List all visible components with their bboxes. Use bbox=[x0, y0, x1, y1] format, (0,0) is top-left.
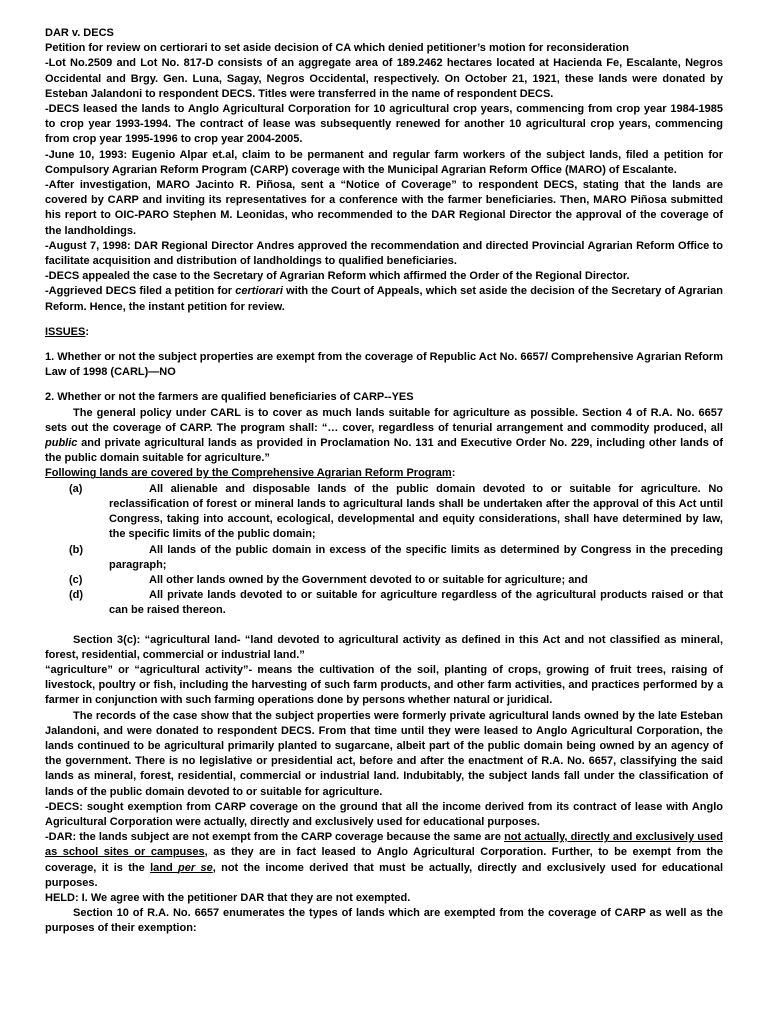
policy-before: The general policy under CARL is to cover as much lands suitable for agriculture as possible. Section 4 of R.A. No. 6657 sets out the coverage of CARP. The program shall: “… cover, regardless of tenurial arrangement and commodity produced, all bbox=[45, 406, 723, 434]
coverage-list bbox=[45, 482, 723, 619]
issues-heading bbox=[45, 325, 723, 340]
policy-after: and private agricultural lands as provided in Proclamation No. 131 and Executive Order No. 229, including other lands of the public domain suitable for agriculture.” bbox=[45, 437, 723, 465]
list-item-text: All other lands owned by the Government devoted to or suitable for agriculture; and bbox=[149, 573, 588, 586]
issues-heading-colon: : bbox=[85, 325, 90, 338]
agricultural-activity-paragraph: “agriculture” or “agricultural activity”- means the cultivation of the soil, planting of crops, growing of fruit trees, raising of livestock, poultry or fish, including the harvesting of such farm products, and other farm activities, and practices performed by a farmer in conjunction with such farming operations done by persons whether natural or juridical. bbox=[45, 663, 723, 707]
coverage-heading bbox=[45, 466, 723, 481]
decs-claim-paragraph: -DECS: sought exemption from CARP coverage on the ground that all the income derived from its contract of lease with Anglo Agricultural Corporation were actually, directly and exclusively used for educational purposes. bbox=[45, 800, 723, 828]
fact-paragraph-5: -After investigation, MARO Jacinto R. Piñosa, sent a “Notice of Coverage” to respondent DECS, stating that the lands are covered by CARP and inviting its representatives for a conference with the farmer beneficiaries. Then, MARO Piñosa submitted his report to OIC-PARO Stephen M. Leonidas, who recommended to the DAR Regional Director the approval of the coverage of the landholdings. bbox=[45, 179, 723, 237]
list-item-label: (a) bbox=[69, 482, 83, 495]
policy-italic-public: public bbox=[45, 437, 78, 450]
coverage-heading-text: Following lands are covered by the Comprehensive Agrarian Reform Program bbox=[45, 467, 452, 480]
fact-last-after: with the Court of Appeals, which set aside the decision of the Secretary of Agrarian Reform. Hence, the instant petition for review. bbox=[45, 285, 724, 313]
list-item-label: (d) bbox=[69, 589, 84, 602]
certiorari-italic: certiorari bbox=[235, 285, 283, 298]
fact-paragraph-3: -DECS leased the lands to Anglo Agricultural Corporation for 10 agricultural crop years, commencing from crop year 1984-1985 to crop year 1993-1994. The contract of lease was subsequently renewed for another 10 agricultural crop years, commencing from crop year 1995-1996 to crop year 2004-2005. bbox=[45, 103, 723, 146]
dar-claim-paragraph bbox=[45, 830, 723, 891]
issue-1: 1. Whether or not the subject properties are exempt from the coverage of Republic Act No. 6657/ Comprehensive Agrarian Reform Law of 1998 (CARL)—NO bbox=[45, 351, 723, 379]
list-item-text: All lands of the public domain in excess of the specific limits as determined by Congress in the preceding paragraph; bbox=[109, 543, 723, 571]
fact-paragraph-4: -June 10, 1993: Eugenio Alpar et.al, claim to be permanent and regular farm workers of the subject lands, filed a petition for Compulsory Agrarian Reform Program (CARP) coverage with the Municipal Agrarian Reform Office (MARO) of Escalante. bbox=[45, 148, 723, 176]
fact-paragraph-7: -DECS appealed the case to the Secretary of Agrarian Reform which affirmed the Order of the Regional Director. bbox=[45, 270, 630, 283]
list-item bbox=[45, 588, 723, 618]
coverage-heading-colon: : bbox=[451, 467, 456, 480]
list-item-text: All alienable and disposable lands of the public domain devoted to or suitable for agriculture. No reclassification of forest or mineral lands to agricultural lands shall be undertaken after the approval of this Act until Congress, taking into account, ecological, developmental and equity considerations, shall have determined by law, the specific limits of the public domain; bbox=[109, 482, 723, 541]
fact-paragraph-2: -Lot No.2509 and Lot No. 817-D consists of an aggregate area of 189.2462 hectares located at Hacienda Fe, Escalante, Negros Occidental and Brgy. Gen. Luna, Sagay, Negros Occidental, respectively. On October 21, 1921, these lands were donated by Esteban Jalandoni to respondent DECS. Titles were transferred in the name of respondent DECS. bbox=[45, 57, 723, 100]
issue-2: 2. Whether or not the farmers are qualified beneficiaries of CARP--YES bbox=[45, 391, 414, 404]
dar-claim-underline-1: not actually, directly and exclusively used as school sites or campuses bbox=[45, 831, 723, 859]
issues-heading-text: ISSUES bbox=[45, 325, 86, 338]
dar-claim-part-1: -DAR: the lands subject are not exempt from the CARP coverage because the same are bbox=[45, 831, 505, 844]
fact-paragraph-8 bbox=[45, 284, 723, 314]
dar-claim-underline-land: land bbox=[150, 861, 179, 874]
dar-claim-part-3: , not the income derived that must be actually, directly and exclusively used for educational purposes. bbox=[45, 861, 723, 889]
list-item bbox=[45, 543, 723, 573]
section-10-paragraph: Section 10 of R.A. No. 6657 enumerates the types of lands which are exempted from the coverage of CARP as well as the purposes of their exemption: bbox=[45, 907, 723, 935]
fact-last-before: -Aggrieved DECS filed a petition for bbox=[45, 285, 236, 298]
list-item bbox=[45, 573, 723, 588]
list-item-text: All private lands devoted to or suitable for agriculture regardless of the agricultural products raised or that can be raised thereon. bbox=[109, 589, 723, 617]
held-paragraph: HELD: I. We agree with the petitioner DAR that they are not exempted. bbox=[45, 891, 411, 904]
case-title: DAR v. DECS bbox=[45, 27, 114, 39]
list-item-label: (b) bbox=[69, 543, 84, 556]
list-item-label: (c) bbox=[69, 573, 83, 586]
dar-claim-part-2: , as they are in fact leased to Anglo Agricultural Corporation. Further, to be exempt from the coverage, it is the bbox=[45, 846, 723, 874]
list-item bbox=[45, 482, 723, 543]
records-paragraph: The records of the case show that the subject properties were formerly private agricultural lands owned by the late Esteban Jalandoni, and were donated to respondent DECS. From that time until they were leased to Anglo Agricultural Corporation, the lands continued to be agricultural primarily planted to sugarcane, albeit part of the public domain being owned by an agency of the government. There is no legislative or presidential act, before and after the enactment of R.A. No. 6657, classifying the said lands as mineral, forest, residential, commercial or industrial land. Indubitably, the subject lands fall under the classification of lands of the public domain devoted to or suitable for agriculture. bbox=[45, 709, 723, 798]
fact-paragraph-1: Petition for review on certiorari to set aside decision of CA which denied petitioner’s motion for reconsideration bbox=[45, 42, 629, 55]
general-policy-paragraph bbox=[45, 406, 723, 467]
fact-paragraph-6: -August 7, 1998: DAR Regional Director Andres approved the recommendation and directed Provincial Agrarian Reform Office to facilitate acquisition and distribution of landholdings to qualified beneficiaries. bbox=[45, 239, 723, 268]
section-3c-paragraph: Section 3(c): “agricultural land- “land devoted to agricultural activity as defined in this Act and not classified as mineral, forest, residential, commercial or industrial land.” bbox=[45, 633, 723, 661]
dar-claim-underline-per-se: per se bbox=[178, 861, 213, 874]
